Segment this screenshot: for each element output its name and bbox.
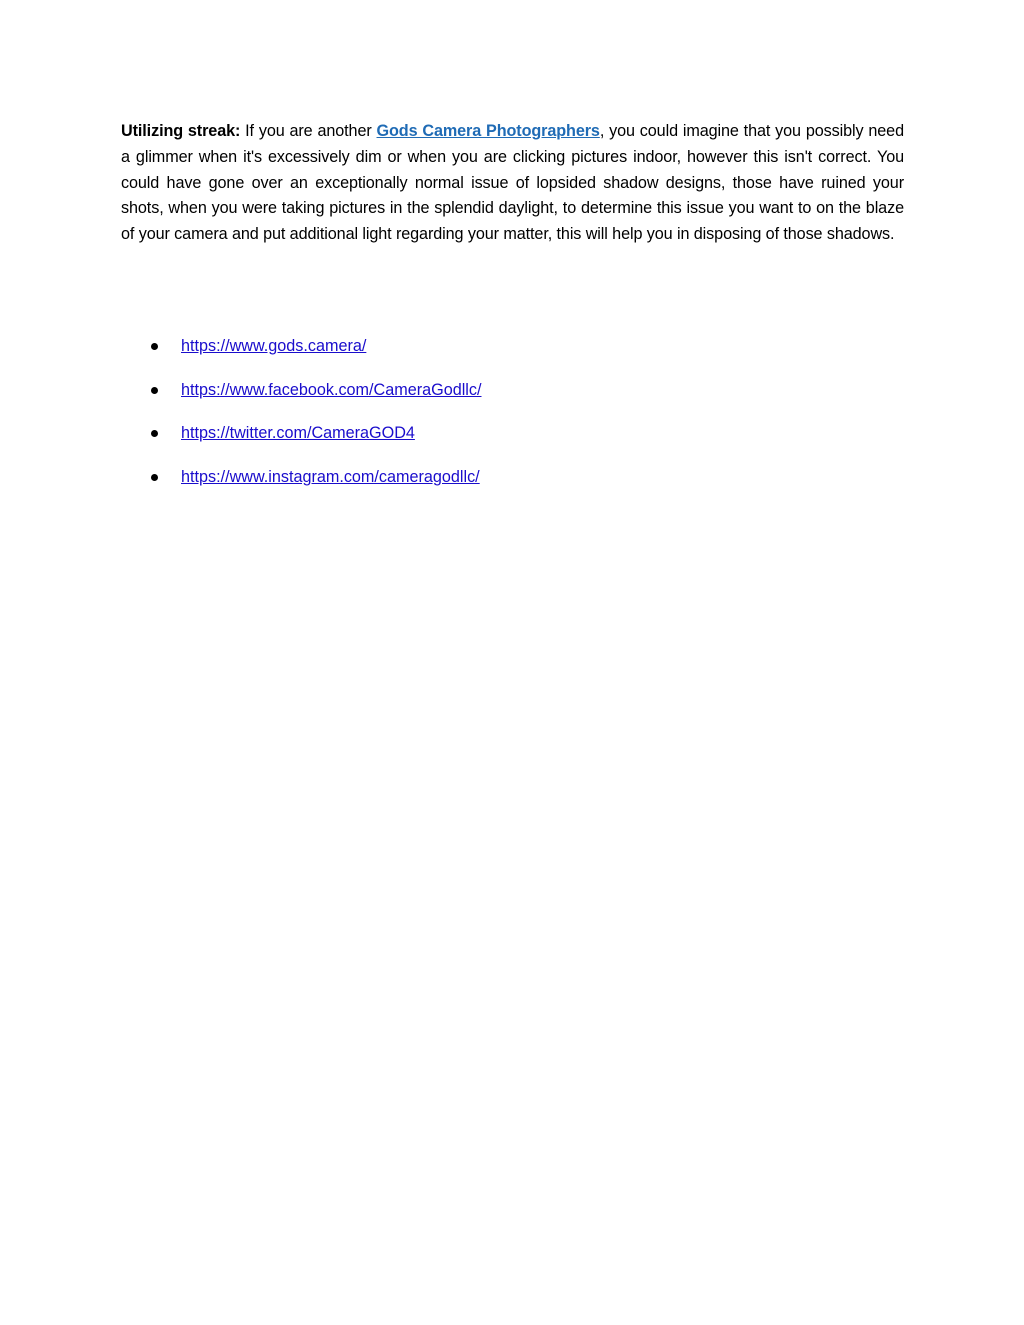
gods-camera-photographers-link[interactable]: Gods Camera Photographers	[376, 122, 600, 140]
list-item	[145, 334, 482, 359]
bullet-icon	[151, 430, 158, 437]
instagram-link[interactable]: https://www.instagram.com/cameragodllc/	[181, 468, 480, 487]
twitter-link[interactable]: https://twitter.com/CameraGOD4	[181, 424, 415, 443]
website-link[interactable]: https://www.gods.camera/	[181, 337, 367, 355]
list-item	[145, 378, 482, 403]
list-item	[145, 421, 482, 446]
facebook-link[interactable]: https://www.facebook.com/CameraGodllc/	[181, 380, 482, 399]
list-item	[145, 465, 482, 490]
paragraph-lead: Utilizing streak:	[121, 122, 241, 140]
bullet-icon	[151, 343, 158, 350]
link-list	[145, 334, 482, 509]
bullet-icon	[151, 474, 158, 481]
paragraph-text-after-link: , you could imagine that you possibly need a glimmer when it's excessively dim or when you are clicking pictures indoor, however this isn't correct. You could have gone over an exceptionally normal issue of lopsided shadow designs, those have ruined your shots, when you were taking pictures in the splendid daylight, to determine this issue you want to on the blaze of your camera and put additional light regarding your matter, this will help you in disposing of those shadows.	[121, 122, 904, 244]
bullet-icon	[151, 387, 158, 394]
paragraph-text-before-link: If you are another	[240, 122, 377, 140]
body-paragraph	[121, 119, 904, 248]
